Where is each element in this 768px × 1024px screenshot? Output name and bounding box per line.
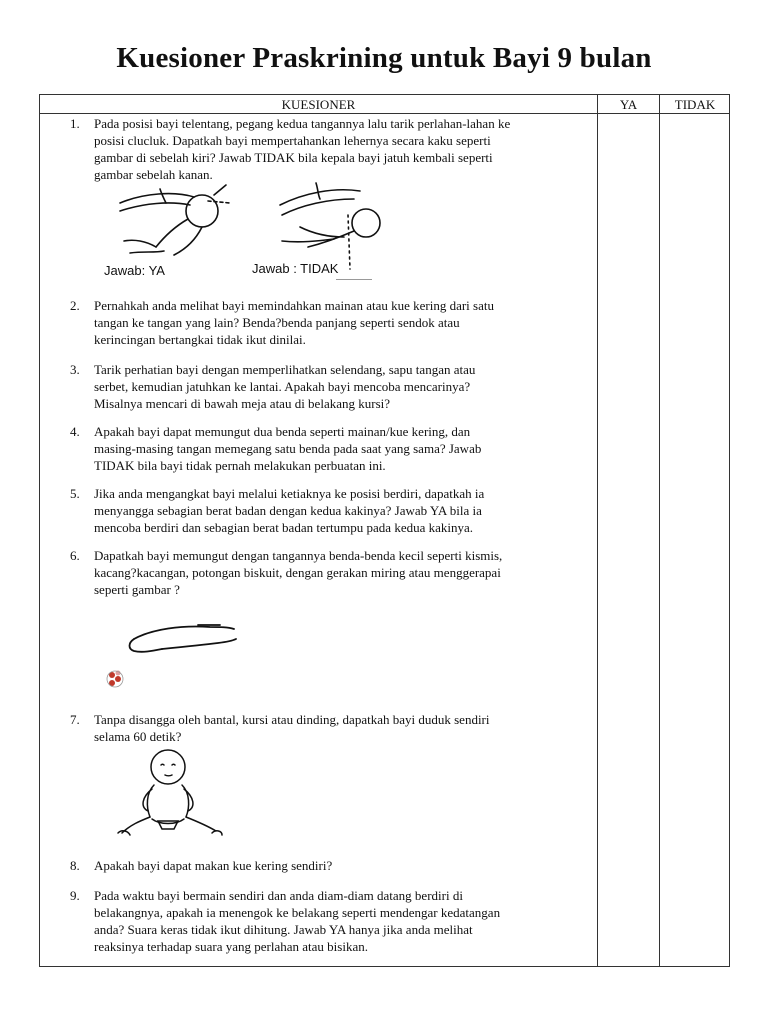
question-line: menyangga sebagian berat badan dengan kedua kakinya? Jawab YA bila ia xyxy=(94,503,482,518)
question-line: tangan ke tangan yang lain? Benda?benda panjang seperti sendok atau xyxy=(94,315,460,330)
question-number: 4. xyxy=(70,424,80,439)
question-line: mencoba berdiri dan sebagian berat badan tertumpu pada kedua kakinya. xyxy=(94,520,474,535)
question-line: Apakah bayi dapat memungut dua benda seperti mainan/kue kering, dan xyxy=(94,424,471,439)
column-divider xyxy=(597,95,598,966)
question-number: 1. xyxy=(70,116,80,131)
question-number: 6. xyxy=(70,548,80,563)
question-line: kerincingan bertangkai tidak ikut dinilai. xyxy=(94,332,306,347)
question-line: Tanpa disangga oleh bantal, kursi atau dinding, dapatkah bayi duduk sendiri xyxy=(94,712,490,727)
question-line: belakangnya, apakah ia menengok ke belakang seperti mendengar kedatangan xyxy=(94,905,501,920)
caption-ya: Jawab: YA xyxy=(104,263,165,278)
question-line: Tarik perhatian bayi dengan memperlihatkan selendang, sapu tangan atau xyxy=(94,362,476,377)
question-line: Jika anda mengangkat bayi melalui ketiaknya ke posisi berdiri, dapatkah ia xyxy=(94,486,485,501)
question-line: Misalnya mencari di bawah meja atau di belakang kursi? xyxy=(94,396,391,411)
question-line: Pada posisi bayi telentang, pegang kedua tangannya lalu tarik perlahan-lahan ke xyxy=(94,116,511,131)
question-line: gambar sebelah kanan. xyxy=(94,167,213,182)
question-number: 5. xyxy=(70,486,80,501)
question-line: gambar di sebelah kiri? Jawab TIDAK bila kepala bayi jatuh kembali seperti xyxy=(94,150,493,165)
question-line: TIDAK bila bayi tidak pernah melakukan perbuatan ini. xyxy=(94,458,386,473)
page-title: Kuesioner Praskrining untuk Bayi 9 bulan xyxy=(116,42,652,74)
header-divider xyxy=(40,113,729,114)
header-kuesioner: KUESIONER xyxy=(281,97,356,112)
question-line: posisi clucluk. Dapatkah bayi mempertahankan lehernya secara kaku seperti xyxy=(94,133,491,148)
caption-underline xyxy=(336,279,372,280)
question-line: Dapatkah bayi memungut dengan tangannya benda-benda kecil seperti kismis, xyxy=(94,548,503,563)
question-line: serbet, kemudian jatuhkan ke lantai. Apakah bayi mencoba mencarinya? xyxy=(94,379,471,394)
question-line: kacang?kacangan, potongan biskuit, dengan gerakan miring atau menggerapai xyxy=(94,565,501,580)
header-ya: YA xyxy=(619,97,638,112)
question-line: Pernahkah anda melihat bayi memindahkan mainan atau kue kering dari satu xyxy=(94,298,494,313)
questionnaire-table xyxy=(39,94,730,967)
question-line: seperti gambar ? xyxy=(94,582,180,597)
caption-tidak: Jawab : TIDAK xyxy=(252,261,339,276)
question-number: 2. xyxy=(70,298,80,313)
pull-to-sit-illustration xyxy=(104,181,394,287)
header-tidak: TIDAK xyxy=(674,97,716,112)
question-number: 9. xyxy=(70,888,80,903)
column-divider xyxy=(659,95,660,966)
sitting-baby-illustration xyxy=(112,745,232,845)
question-line: anda? Suara keras tidak ikut dihitung. Jawab YA hanya jika anda melihat xyxy=(94,922,473,937)
question-line: selama 60 detik? xyxy=(94,729,182,744)
raking-hand-illustration xyxy=(102,615,242,701)
question-number: 3. xyxy=(70,362,80,377)
question-line: Pada waktu bayi bermain sendiri dan anda diam-diam datang berdiri di xyxy=(94,888,463,903)
question-line: masing-masing tangan memegang satu benda pada saat yang sama? Jawab xyxy=(94,441,482,456)
question-number: 8. xyxy=(70,858,80,873)
question-line: reaksinya terhadap suara yang perlahan atau bisikan. xyxy=(94,939,368,954)
question-line: Apakah bayi dapat makan kue kering sendiri? xyxy=(94,858,333,873)
question-number: 7. xyxy=(70,712,80,727)
